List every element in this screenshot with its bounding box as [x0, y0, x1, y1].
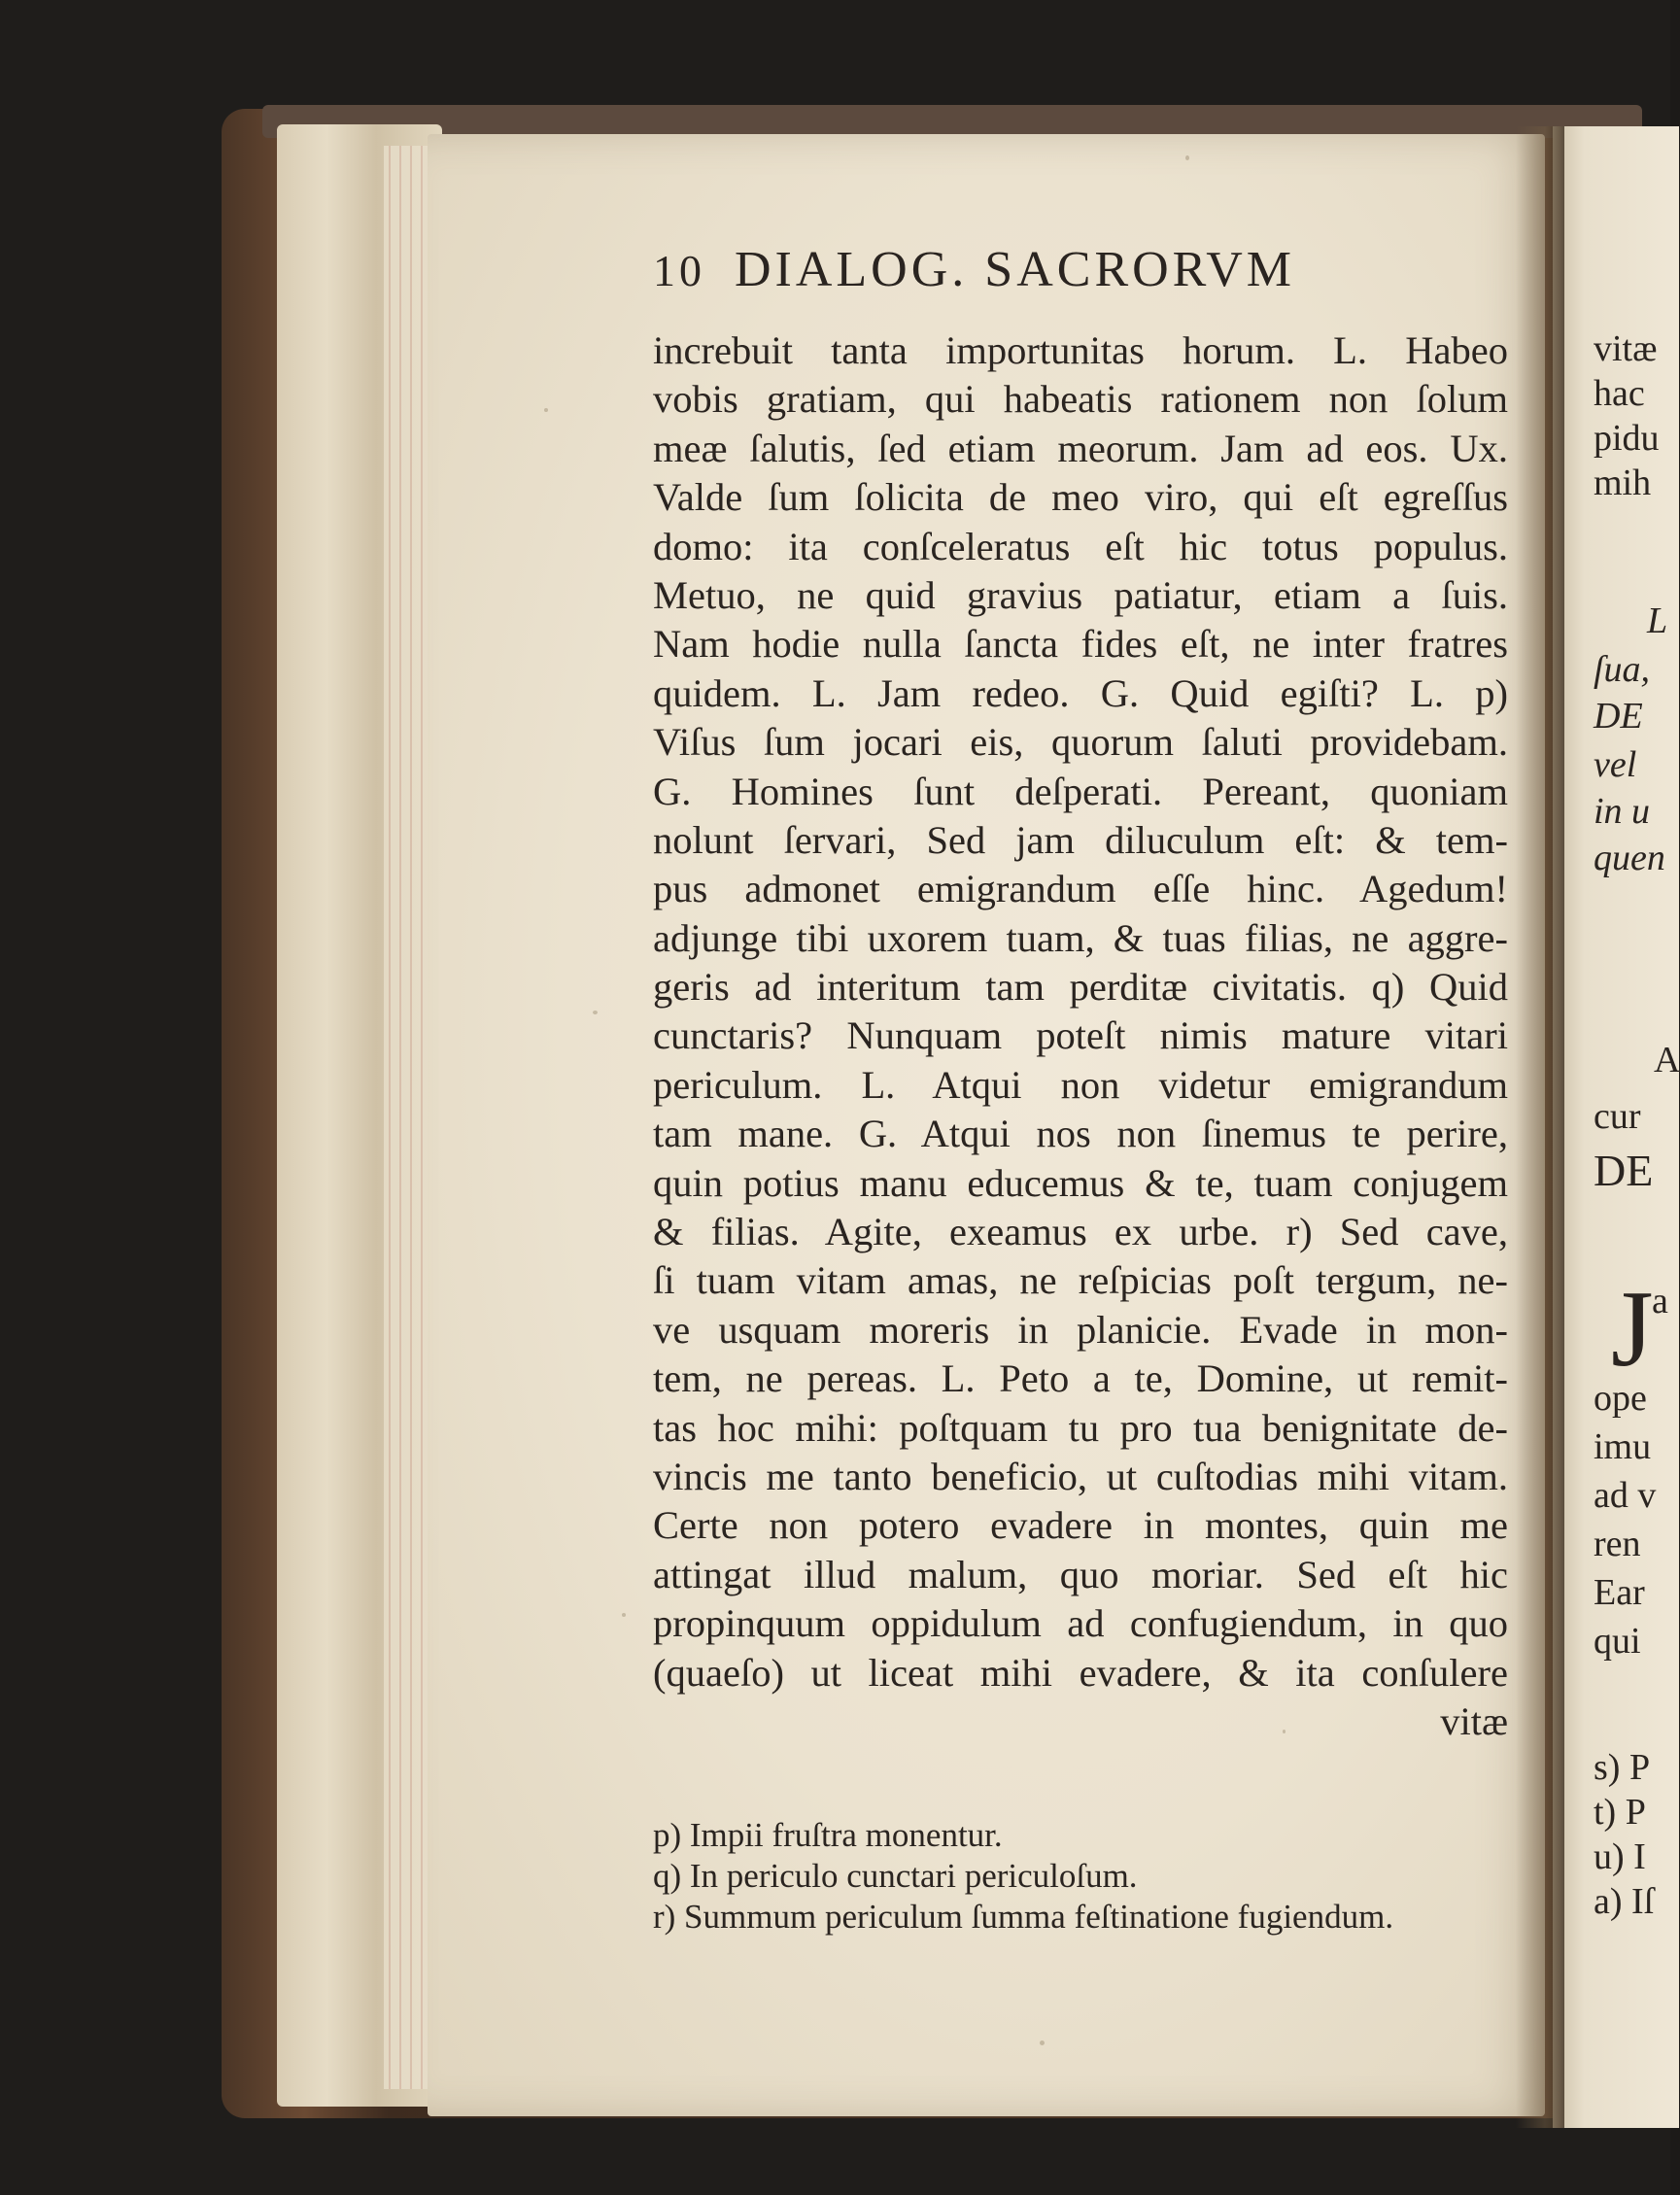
- text-line: (quaeſo) ut liceat mihi evadere, & ita conſulere: [653, 1650, 1508, 1695]
- facing-fragment: in u: [1594, 791, 1651, 832]
- text-line: & filias. Agite, exeamus ex urbe. r) Sed cave,: [653, 1210, 1508, 1254]
- page-edges-lines: [384, 146, 432, 2089]
- facing-page-text: [1594, 326, 1680, 1978]
- facing-fragment: a) Iſ: [1594, 1881, 1655, 1922]
- text-line: nolunt ſervari, Sed jam diluculum eſt: & tem-: [653, 817, 1508, 862]
- facing-page-dropcap: J: [1611, 1269, 1654, 1389]
- text-line: vobis gratiam, qui habeatis rationem non ſolum: [653, 377, 1508, 422]
- facing-fragment: hac: [1594, 373, 1645, 414]
- book-cover-top-edge: [262, 105, 1642, 138]
- text-line: cunctaris? Nunquam poteſt nimis mature vitari: [653, 1013, 1508, 1058]
- text-line: pus admonet emigrandum eſſe hinc. Agedum!: [653, 867, 1508, 911]
- text-line: attingat illud malum, quo moriar. Sed eſt hic: [653, 1552, 1508, 1596]
- text-line: Viſus ſum jocari eis, quorum ſaluti providebam.: [653, 720, 1508, 765]
- paper-speck: [1040, 2041, 1045, 2045]
- facing-fragment: pidu: [1594, 418, 1660, 459]
- text-line: Certe non potero evadere in montes, quin me: [653, 1503, 1508, 1548]
- facing-fragment: ope: [1594, 1378, 1647, 1419]
- text-line: domo: ita conſceleratus eſt hic totus populus.: [653, 524, 1508, 568]
- facing-fragment: ſua,: [1594, 649, 1651, 690]
- facing-fragment: cur: [1594, 1096, 1641, 1137]
- body-text: [653, 326, 1508, 1746]
- facing-fragment: mih: [1594, 463, 1652, 503]
- text-line: tam mane. G. Atqui nos non ſinemus te perire,: [653, 1112, 1508, 1156]
- footnote: p) Impii fruſtra monentur.: [653, 1816, 1003, 1854]
- facing-fragment: ad v: [1594, 1475, 1657, 1516]
- text-line: adjunge tibi uxorem tuam, & tuas filias, ne aggre-: [653, 915, 1508, 960]
- text-line: geris ad interitum tam perditæ civitatis. q) Quid: [653, 965, 1508, 1010]
- catchword: vitæ: [1440, 1698, 1508, 1743]
- text-line: quin potius manu educemus & te, tuam conjugem: [653, 1160, 1508, 1205]
- text-line: Nam hodie nulla ſancta fides eſt, ne inter fratres: [653, 622, 1508, 667]
- text-line: meæ ſalutis, ſed etiam meorum. Jam ad eos. Ux.: [653, 426, 1508, 470]
- facing-fragment: DE: [1594, 1146, 1654, 1195]
- running-header: [653, 241, 1295, 298]
- facing-fragment: quen: [1594, 838, 1665, 878]
- text-line: periculum. L. Atqui non videtur emigrandum: [653, 1062, 1508, 1107]
- text-line: Valde ſum ſolicita de meo viro, qui eſt egreſſus: [653, 475, 1508, 520]
- facing-fragment: vitæ: [1594, 328, 1658, 369]
- facing-fragment: A: [1654, 1040, 1680, 1080]
- text-line: ſi tuam vitam amas, ne reſpicias poſt tergum, ne-: [653, 1258, 1508, 1303]
- facing-fragment: a: [1652, 1281, 1668, 1321]
- facing-fragment: t) P: [1594, 1792, 1646, 1833]
- text-line: G. Homines ſunt deſperati. Pereant, quoniam: [653, 769, 1508, 813]
- facing-fragment: Ear: [1594, 1572, 1645, 1613]
- facing-fragment: DE: [1594, 696, 1643, 737]
- facing-fragment: u) I: [1594, 1836, 1646, 1877]
- text-line: Metuo, ne quid gravius patiatur, etiam a ſuis.: [653, 572, 1508, 617]
- footnote: r) Summum periculum ſumma feſtinatione fugiendum.: [653, 1898, 1394, 1936]
- paper-speck: [544, 408, 548, 412]
- facing-fragment: ren: [1594, 1524, 1641, 1564]
- running-title: DIALOG. SACRORVM: [735, 242, 1295, 297]
- text-line: tas hoc mihi: poſtquam tu pro tua benignitate de-: [653, 1405, 1508, 1450]
- paper-speck: [1185, 155, 1189, 160]
- paper-speck: [622, 1613, 626, 1617]
- text-line: propinquum oppidulum ad confugiendum, in quo: [653, 1601, 1508, 1646]
- text-line: tem, ne pereas. L. Peto a te, Domine, ut remit-: [653, 1356, 1508, 1401]
- facing-fragment: L: [1647, 600, 1668, 641]
- page-number: 10: [653, 246, 705, 295]
- footnote: q) In periculo cunctari periculoſum.: [653, 1857, 1138, 1895]
- footnotes: [653, 1815, 1527, 1938]
- facing-fragment: s) P: [1594, 1747, 1651, 1788]
- text-line: ve usquam moreris in planicie. Evade in mon-: [653, 1307, 1508, 1352]
- facing-fragment: qui: [1594, 1621, 1641, 1662]
- text-line: increbuit tanta importunitas horum. L. Habeo: [653, 328, 1508, 372]
- facing-fragment: vel: [1594, 744, 1637, 785]
- paper-speck: [593, 1011, 598, 1014]
- text-line: quidem. L. Jam redeo. G. Quid egiſti? L. p): [653, 670, 1508, 715]
- text-line: vincis me tanto beneficio, ut cuſtodias mihi vitam.: [653, 1454, 1508, 1498]
- facing-fragment: imu: [1594, 1426, 1652, 1467]
